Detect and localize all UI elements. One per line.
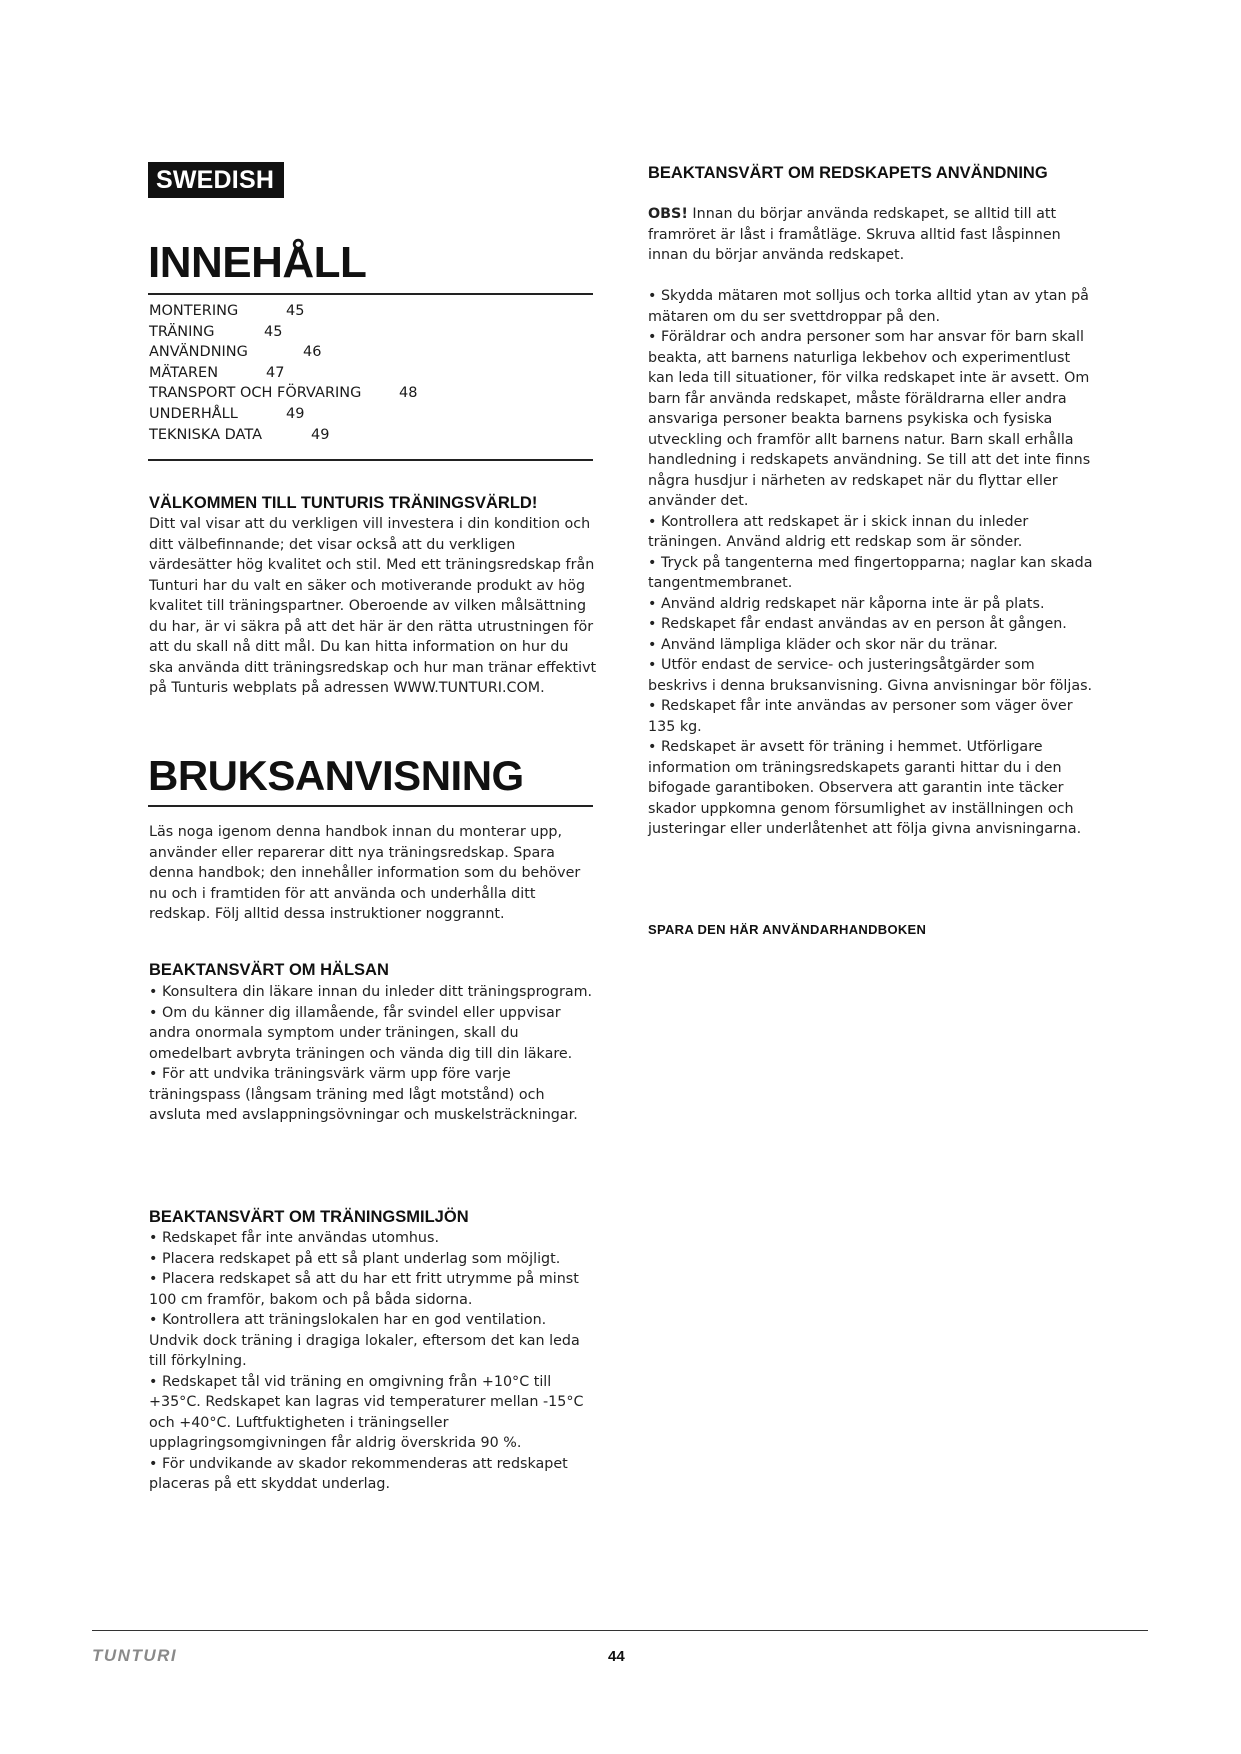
manual-intro: Läs noga igenom denna handbok innan du monterar upp, använder eller reparerar ditt nya träningsredskap. Spara denna handbok; den innehåller information som du behöver nu och i framtiden för att använda och underhålla ditt redskap. Följ alltid dessa instruktioner noggrannt. (149, 824, 581, 922)
list-item: • Konsultera din läkare innan du inleder ditt träningsprogram. (149, 984, 593, 1000)
health-bullets (149, 982, 597, 1126)
save-manual-note: SPARA DEN HÄR ANVÄNDARHANDBOKEN (648, 922, 927, 937)
list-item: • Skydda mätaren mot solljus och torka alltid ytan av ytan på mätaren om du ser svettdroppar på den. (648, 288, 1089, 325)
manual-title: BRUKSANVISNING (148, 752, 524, 799)
brand-logo: TUNTURI (92, 1646, 178, 1665)
footer-rule (92, 1630, 1148, 1631)
list-item: • För undvikande av skador rekommenderas att redskapet placeras på ett skyddat underlag. (149, 1455, 568, 1492)
contents-title-rule (148, 293, 593, 295)
list-item: • Om du känner dig illamående, får svindel eller uppvisar andra onormala symptom under träningen, skall du omedelbart avbryta träningen och vända dig till din läkare. (149, 1004, 573, 1062)
list-item: • Redskapet får inte användas av personer som väger över 135 kg. (648, 698, 1073, 735)
toc-item-transport[interactable]: TRANSPORT OCH FÖRVARING 48 (149, 385, 418, 402)
list-item: • Tryck på tangenterna med fingertopparna; naglar kan skada tangentmembranet. (648, 554, 1093, 591)
list-item: • Redskapet är avsett för träning i hemmet. Utförligare information om träningsredskapets garanti hittar du i den bifogade garantiboken. Observera att garantin inte täcker skador uppkomna genom försumlighet av inställningen och justeringar eller underlåtenhet att följa givna anvisningarna. (648, 739, 1082, 837)
health-heading: BEAKTANSVÄRT OM HÄLSAN (149, 961, 389, 979)
manual-title-rule (148, 805, 593, 807)
list-item: • Redskapet får endast användas av en person åt gången. (648, 616, 1067, 632)
welcome-heading: VÄLKOMMEN TILL TUNTURIS TRÄNINGSVÄRLD! (149, 494, 538, 512)
contents-bottom-rule (148, 459, 593, 461)
list-item: • Placera redskapet så att du har ett fritt utrymme på minst 100 cm framför, bakom och på båda sidorna. (149, 1271, 579, 1308)
obs-label: OBS! (648, 206, 688, 222)
list-item: • Redskapet får inte användas utomhus. (149, 1230, 439, 1246)
list-item: • Kontrollera att redskapet är i skick innan du inleder träningen. Använd aldrig ett redskap som är sönder. (648, 513, 1029, 550)
language-badge: SWEDISH (148, 162, 284, 198)
welcome-text: Ditt val visar att du verkligen vill investera i din kondition och ditt välbefinnande; det visar också att du verkligen värdesätter hög kvalitet och stil. Med ett träningsredskap från Tunturi har du valt en säker och motiverande produkt av hög kvalitet till träningspartner. Oberoende av vilken målsättning du har, är vi säkra på att det här är den rätta utrustningen för att du skall nå ditt mål. Du kan hitta information on hur du ska använda ditt träningsredskap och hur man tränar effektivt på Tunturis webplats på adressen WWW.TUNTURI.COM. (149, 516, 597, 696)
usage-note: OBS! Innan du börjar använda redskapet, se alltid till att framröret är låst i framåtläge. Skruva alltid fast låspinnen innan du börjar använda redskapet. (648, 206, 1061, 263)
list-item: • Använd lämpliga kläder och skor när du tränar. (648, 636, 998, 653)
table-of-contents (149, 301, 569, 445)
list-item: • Föräldrar och andra personer som har ansvar för barn skall beakta, att barnens naturliga lekbehov och experimentlust kan leda till situationer, för vilka redskapet inte är avsett. Om barn får använda redskapet, måste föräldrarna eller andra ansvariga personer beakta barnens psykiska och fysiska utveckling och framför allt barnens natur. Barn skall erhålla handledning i redskapets användning. Se till att det inte finns några husdjur i närheten av redskapet när du flyttar eller använder det. (648, 329, 1091, 509)
page-number: 44 (608, 1648, 625, 1665)
usage-bullets (648, 286, 1093, 840)
list-item: • Kontrollera att träningslokalen har en god ventilation. Undvik dock träning i dragiga lokaler, eftersom det kan leda till förkylning. (149, 1312, 580, 1369)
toc-item-tekniska-data[interactable]: TEKNISKA DATA 49 (149, 426, 330, 443)
usage-heading: BEAKTANSVÄRT OM REDSKAPETS ANVÄNDNING (648, 164, 1048, 182)
toc-item-underhall[interactable]: UNDERHÅLL 49 (149, 405, 305, 422)
toc-item-mataren[interactable]: MÄTAREN 47 (149, 364, 285, 381)
environment-bullets (149, 1228, 597, 1495)
contents-title: INNEHÅLL (148, 238, 367, 287)
environment-heading: BEAKTANSVÄRT OM TRÄNINGSMILJÖN (149, 1208, 469, 1226)
toc-item-traning[interactable]: TRÄNING 45 (149, 323, 283, 340)
list-item: • Använd aldrig redskapet när kåporna inte är på plats. (648, 595, 1045, 612)
list-item: • Redskapet tål vid träning en omgivning från +10°C till +35°C. Redskapet kan lagras vid temperaturer mellan -15°C och +40°C. Luftfuktigheten i träningseller upplagringsomgivningen får aldrig överskrida 90 %. (149, 1373, 584, 1451)
toc-item-montering[interactable]: MONTERING 45 (149, 303, 305, 319)
list-item: • För att undvika träningsvärk värm upp före varje träningspass (långsam träning med lågt motstånd) och avsluta med avslappningsövningar och muskelsträckningar. (149, 1066, 578, 1123)
toc-item-anvandning[interactable]: ANVÄNDNING 46 (149, 344, 322, 361)
list-item: • Placera redskapet på ett så plant underlag som möjligt. (149, 1250, 561, 1267)
list-item: • Utför endast de service- och justeringsåtgärder som beskrivs i denna bruksanvisning. Givna anvisningar bör följas. (648, 657, 1093, 694)
